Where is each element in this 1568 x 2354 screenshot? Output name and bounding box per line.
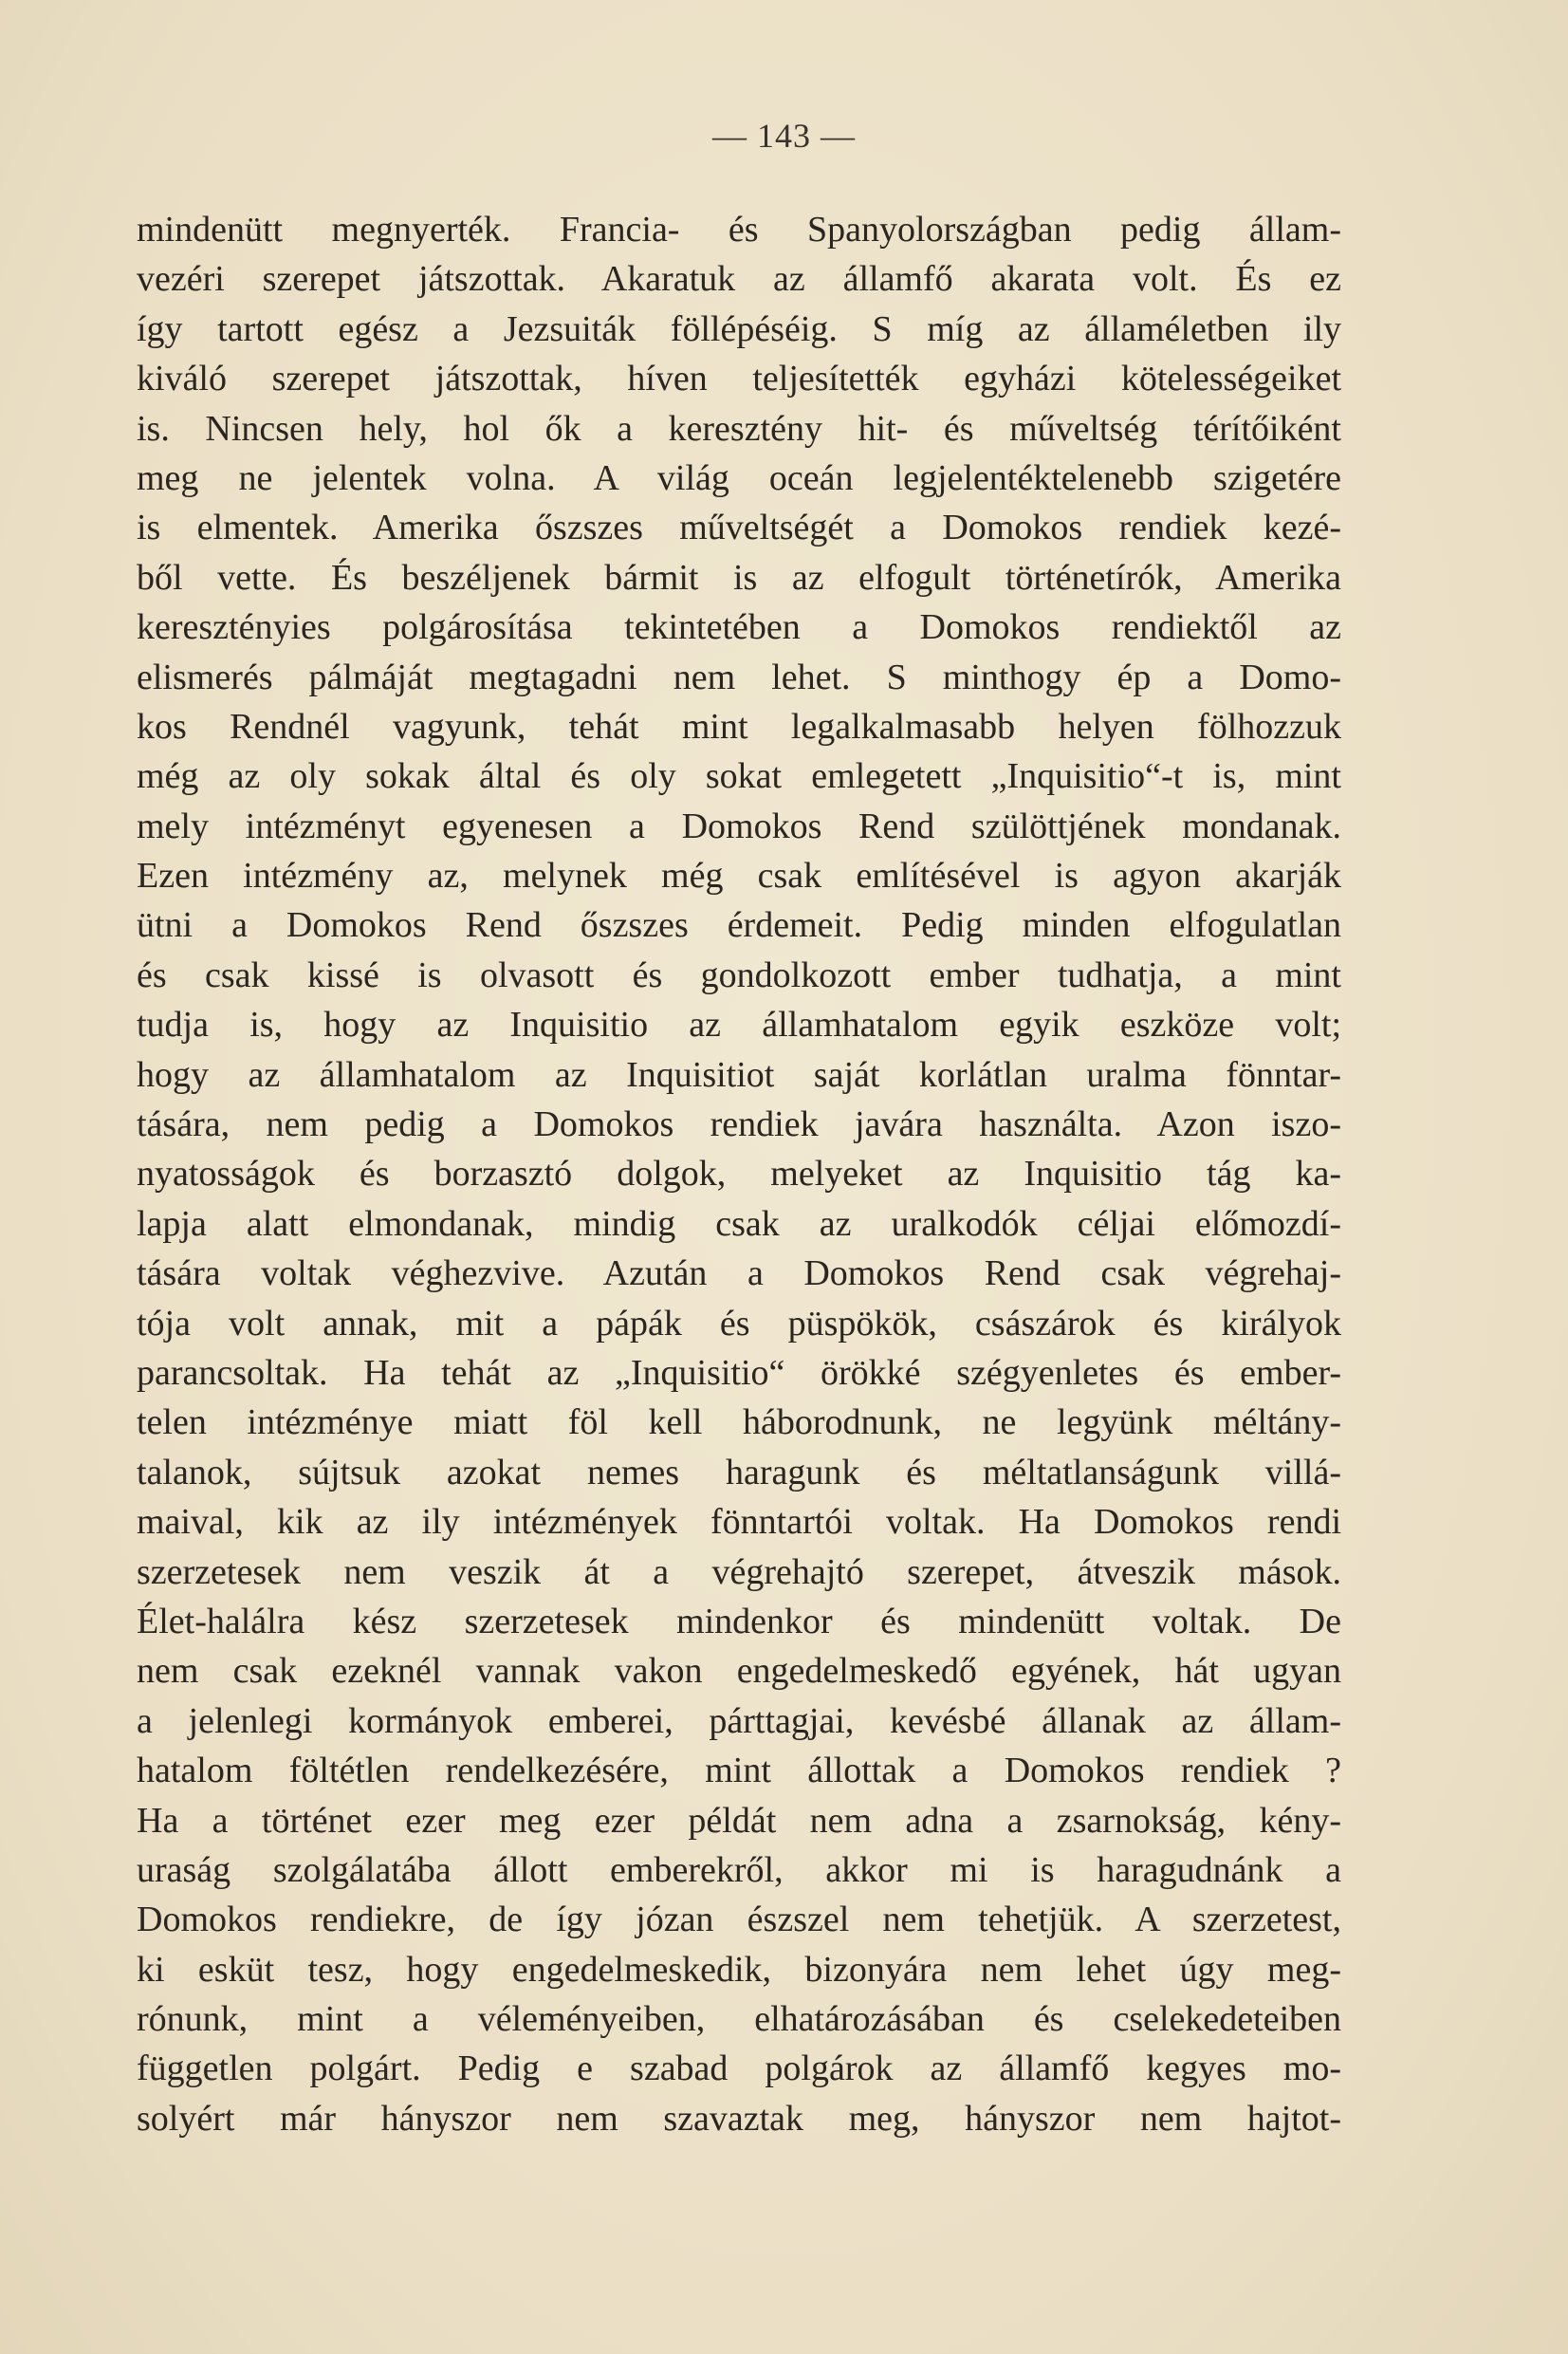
- text-line: lapja alatt elmondanak, mindig csak az uralkodók céljai előmozdí-: [137, 1203, 1341, 1244]
- text-line: telen intézménye miatt föl kell háborodnunk, ne legyünk méltány-: [137, 1402, 1341, 1443]
- text-line: nyatosságok és borzasztó dolgok, melyeket az Inquisitio tág ka-: [137, 1154, 1341, 1195]
- text-line: nem csak ezeknél vannak vakon engedelmeskedő egyének, hát ugyan: [137, 1651, 1341, 1692]
- text-line: maival, kik az ily intézmények fönntartói voltak. Ha Domokos rendi: [137, 1502, 1341, 1543]
- text-line: Domokos rendiekre, de így józan észszel nem tehetjük. A szerzetest,: [137, 1900, 1341, 1940]
- text-line: még az oly sokak által és oly sokat emlegetett „Inquisitio“-t is, mint: [137, 756, 1341, 797]
- text-line: keresztényies polgárosítása tekintetében a Domokos rendiektől az: [137, 607, 1341, 648]
- text-line: vezéri szerepet játszottak. Akaratuk az államfő akarata volt. És ez: [137, 259, 1341, 300]
- text-line: és csak kissé is olvasott és gondolkozott ember tudhatja, a mint: [137, 955, 1341, 995]
- text-line: elismerés pálmáját megtagadni nem lehet. S minthogy ép a Domo-: [137, 657, 1341, 697]
- text-line: tására voltak véghezvive. Azután a Domokos Rend csak végrehaj-: [137, 1253, 1341, 1294]
- text-line: is elmentek. Amerika őszszes műveltségét a Domokos rendiek kezé-: [137, 508, 1341, 548]
- text-line: szerzetesek nem veszik át a végrehajtó szerepet, átveszik mások.: [137, 1551, 1341, 1592]
- text-line: talanok, sújtsuk azokat nemes haragunk és méltatlanságunk villá-: [137, 1452, 1341, 1492]
- text-line: ütni a Domokos Rend őszszes érdemeit. Pedig minden elfogulatlan: [137, 905, 1341, 946]
- text-line: kos Rendnél vagyunk, tehát mint legalkalmasabb helyen fölhozzuk: [137, 706, 1341, 747]
- text-line: így tartott egész a Jezsuiták föllépéséig. S míg az államéletben ily: [137, 308, 1341, 349]
- text-line: mindenütt megnyerték. Francia- és Spanyolországban pedig állam-: [137, 210, 1341, 250]
- text-line: független polgárt. Pedig e szabad polgárok az államfő kegyes mo-: [137, 2048, 1341, 2089]
- text-line: tudja is, hogy az Inquisitio az államhatalom egyik eszköze volt;: [137, 1005, 1341, 1046]
- body-text: [137, 205, 1341, 2143]
- text-line: kiváló szerepet játszottak, híven teljesítették egyházi kötelességeiket: [137, 359, 1341, 399]
- text-line: parancsoltak. Ha tehát az „Inquisitio“ örökké szégyenletes és ember-: [137, 1352, 1341, 1393]
- text-line: Élet-halálra kész szerzetesek mindenkor és mindenütt voltak. De: [137, 1601, 1341, 1641]
- text-line: tója volt annak, mit a pápák és püspökök, császárok és királyok: [137, 1303, 1341, 1344]
- text-line: hogy az államhatalom az Inquisitiot saját korlátlan uralma fönntar-: [137, 1054, 1341, 1095]
- text-line: Ha a történet ezer meg ezer példát nem adna a zsarnokság, kény-: [137, 1800, 1341, 1841]
- text-line: a jelenlegi kormányok emberei, párttagjai, kevésbé állanak az állam-: [137, 1700, 1341, 1741]
- text-line: meg ne jelentek volna. A világ oceán legjelentéktelenebb szigetére: [137, 457, 1341, 498]
- text-line: Ezen intézmény az, melynek még csak említésével is agyon akarják: [137, 856, 1341, 897]
- text-line: tására, nem pedig a Domokos rendiek javára használta. Azon iszo-: [137, 1104, 1341, 1145]
- text-line: solyért már hányszor nem szavaztak meg, hányszor nem hajtot-: [137, 2098, 1341, 2139]
- page-number: — 143 —: [712, 117, 856, 155]
- text-line: rónunk, mint a véleményeiben, elhatározásában és cselekedeteiben: [137, 1999, 1341, 2040]
- text-line: hatalom föltétlen rendelkezésére, mint állottak a Domokos rendiek ?: [137, 1751, 1341, 1791]
- text-line: mely intézményt egyenesen a Domokos Rend szülöttjének mondanak.: [137, 806, 1341, 846]
- text-line: ből vette. És beszéljenek bármit is az elfogult történetírók, Amerika: [137, 557, 1341, 598]
- text-line: is. Nincsen hely, hol ők a keresztény hit- és műveltség térítőiként: [137, 408, 1341, 449]
- text-line: uraság szolgálatába állott emberekről, akkor mi is haragudnánk a: [137, 1849, 1341, 1890]
- text-line: ki esküt tesz, hogy engedelmeskedik, bizonyára nem lehet úgy meg-: [137, 1949, 1341, 1990]
